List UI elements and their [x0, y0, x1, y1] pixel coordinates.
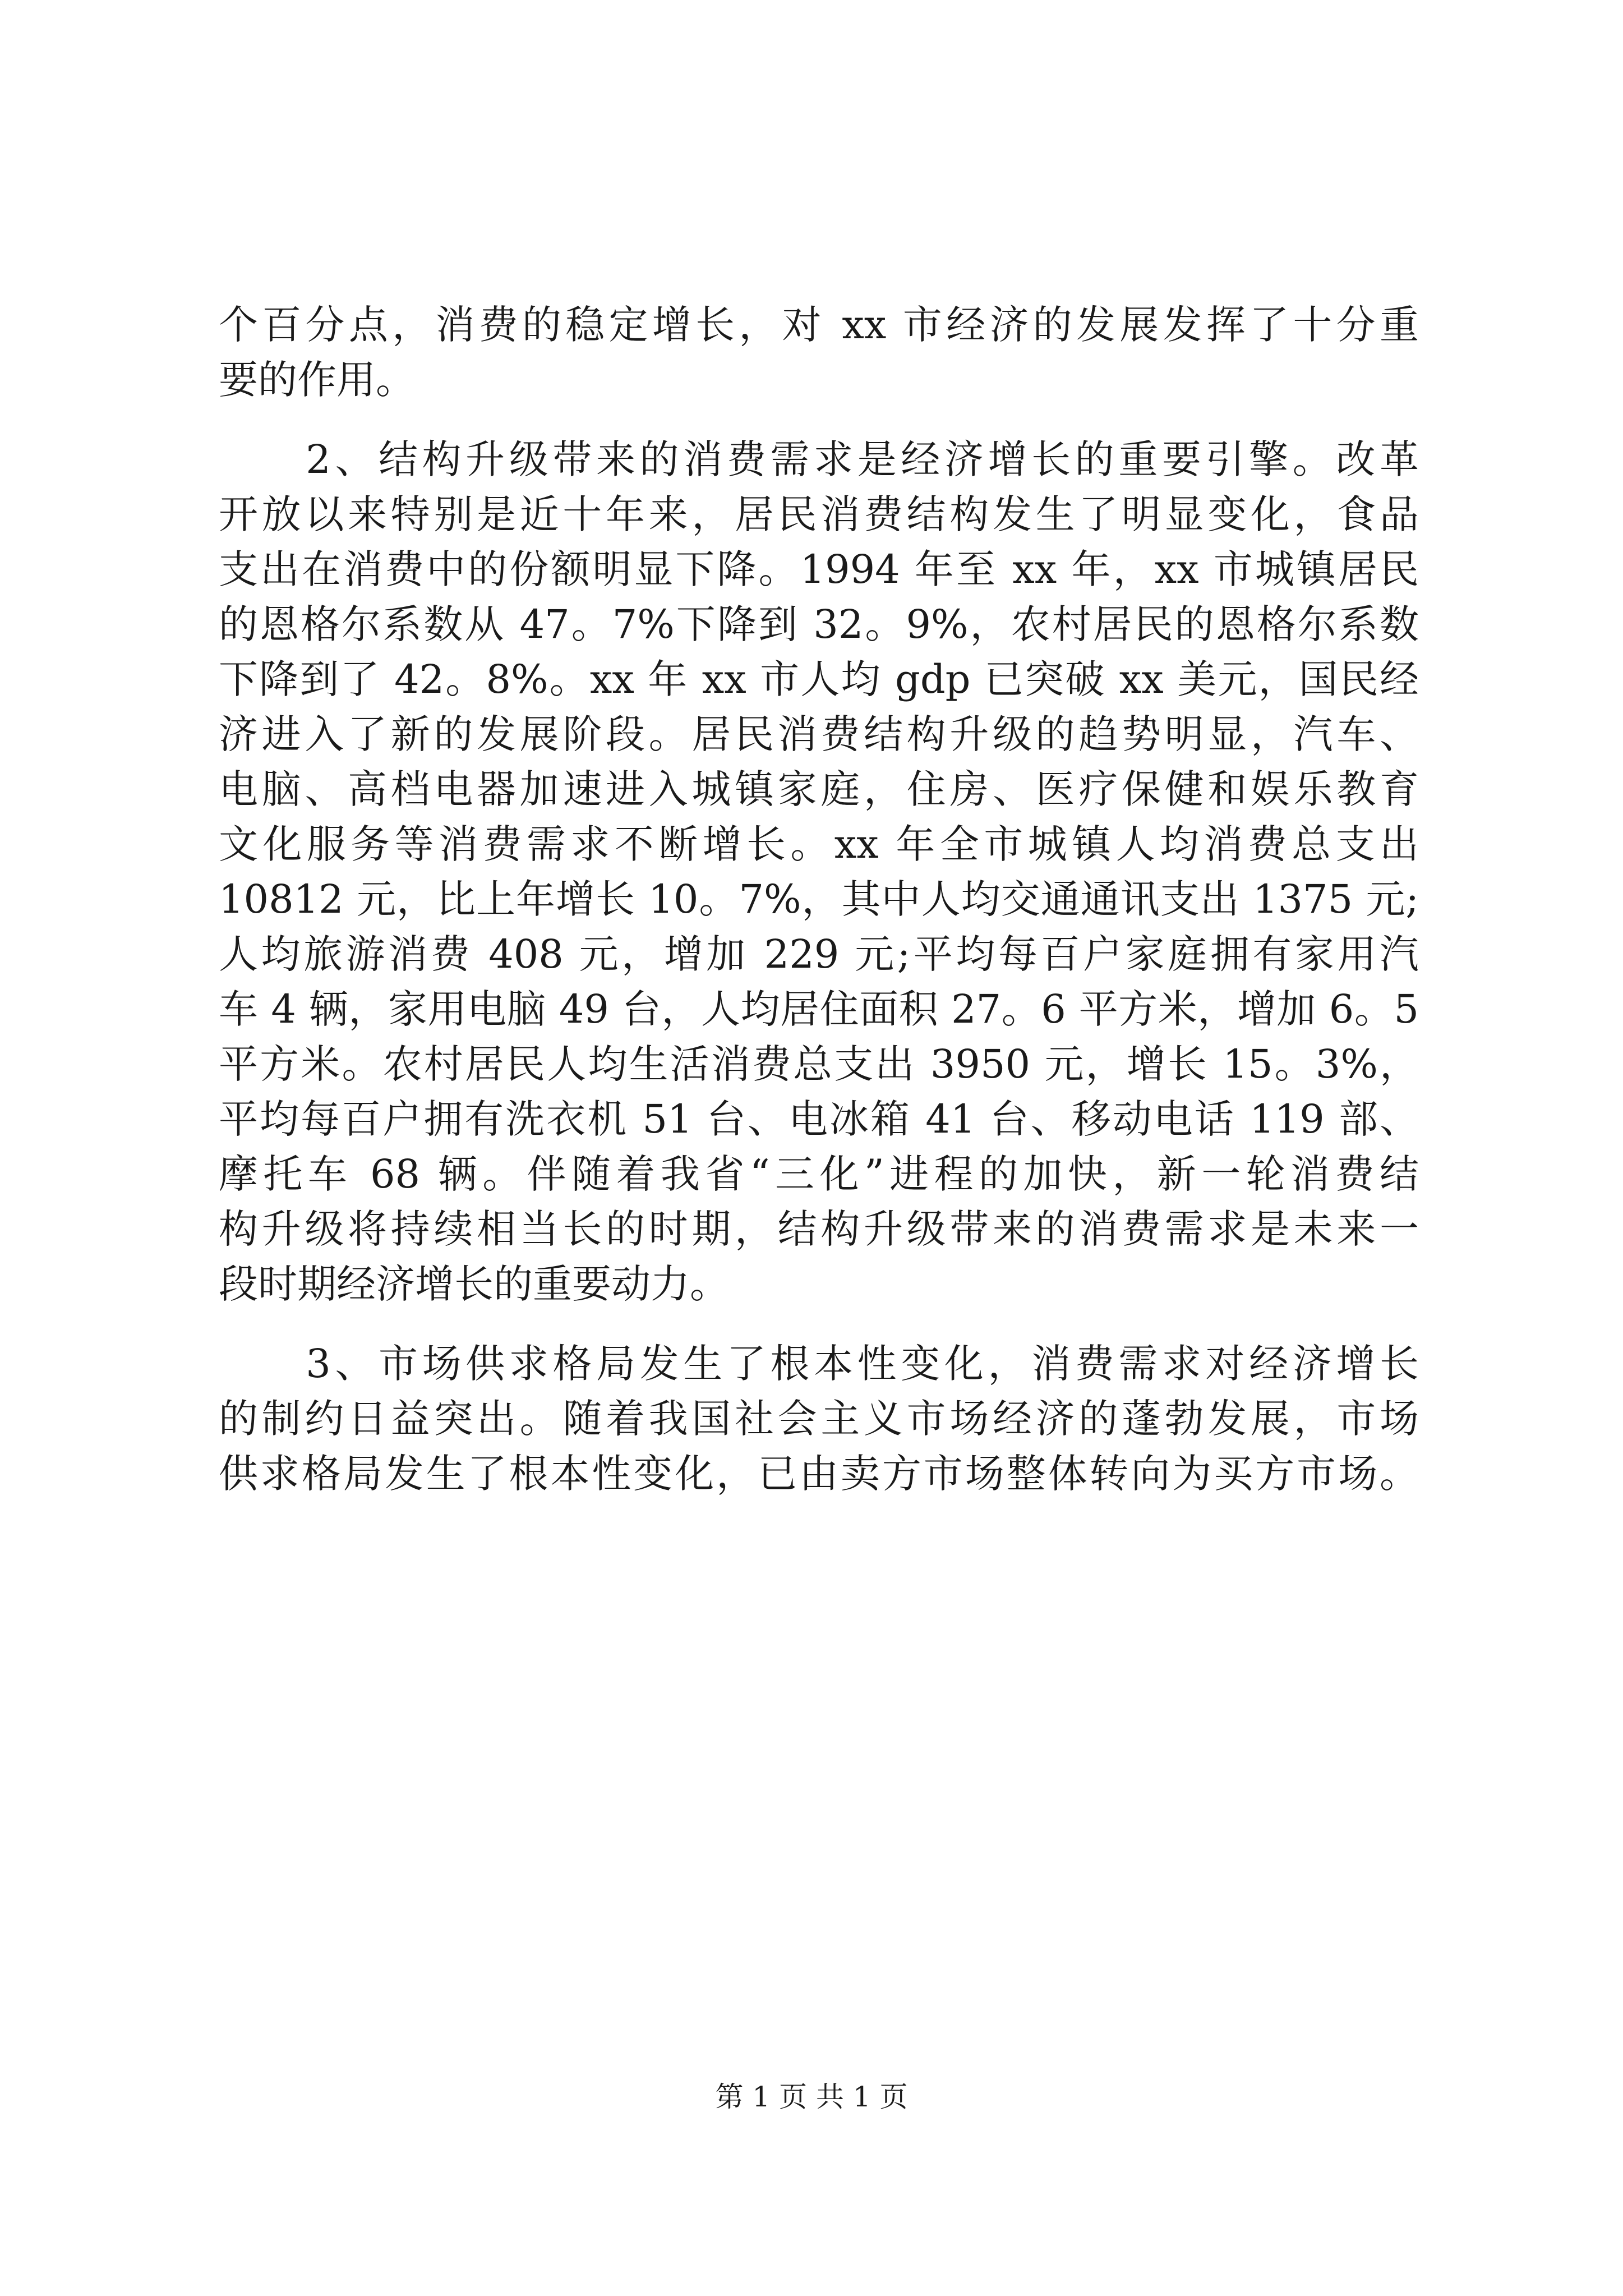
text-line: 车 4 辆，家用电脑 49 台，人均居住面积 27。6 平方米，增加 6。5 [219, 986, 1419, 1032]
text-line: 的恩格尔系数从 47。7%下降到 32。9%，农村居民的恩格尔系数 [219, 601, 1419, 647]
text-line: 济进入了新的发展阶段。居民消费结构升级的趋势明显，汽车、 [219, 711, 1419, 757]
text-line: 平均每百户拥有洗衣机 51 台、电冰箱 41 台、移动电话 119 部、 [219, 1096, 1419, 1142]
text-line: 段时期经济增长的重要动力。 [219, 1261, 729, 1307]
page-footer [0, 2080, 1623, 2114]
text-line: 个百分点，消费的稳定增长，对 xx 市经济的发展发挥了十分重 [219, 302, 1419, 348]
text-line: 下降到了 42。8%。xx 年 xx 市人均 gdp 已突破 xx 美元，国民经 [219, 656, 1419, 702]
text-line: 供求格局发生了根本性变化，已由卖方市场整体转向为买方市场。 [219, 1451, 1419, 1497]
text-line: 构升级将持续相当长的时期，结构升级带来的消费需求是未来一 [219, 1206, 1419, 1252]
text-line: 人均旅游消费 408 元，增加 229 元;平均每百户家庭拥有家用汽 [219, 931, 1419, 977]
paragraph-1 [219, 297, 1419, 407]
paragraph-3 [219, 1336, 1419, 1501]
page-number-label: 第 1 页 共 1 页 [715, 2081, 908, 2113]
text-line: 文化服务等消费需求不断增长。xx 年全市城镇人均消费总支出 [219, 821, 1419, 867]
paragraph-2 [219, 432, 1419, 1312]
text-line: 要的作用。 [219, 357, 415, 403]
text-line: 2、结构升级带来的消费需求是经济增长的重要引擎。改革 [219, 436, 1419, 482]
text-line: 电脑、高档电器加速进入城镇家庭，住房、医疗保健和娱乐教育 [219, 766, 1419, 812]
text-line: 平方米。农村居民人均生活消费总支出 3950 元，增长 15。3%， [219, 1041, 1419, 1087]
text-line: 支出在消费中的份额明显下降。1994 年至 xx 年，xx 市城镇居民 [219, 546, 1419, 592]
text-line: 摩托车 68 辆。伴随着我省“三化”进程的加快，新一轮消费结 [219, 1151, 1419, 1197]
text-line: 3、市场供求格局发生了根本性变化，消费需求对经济增长 [219, 1341, 1419, 1387]
document-body [219, 297, 1419, 1526]
text-line: 10812 元，比上年增长 10。7%，其中人均交通通讯支出 1375 元; [219, 876, 1419, 922]
text-line: 的制约日益突出。随着我国社会主义市场经济的蓬勃发展，市场 [219, 1396, 1419, 1442]
text-line: 开放以来特别是近十年来，居民消费结构发生了明显变化，食品 [219, 491, 1419, 537]
